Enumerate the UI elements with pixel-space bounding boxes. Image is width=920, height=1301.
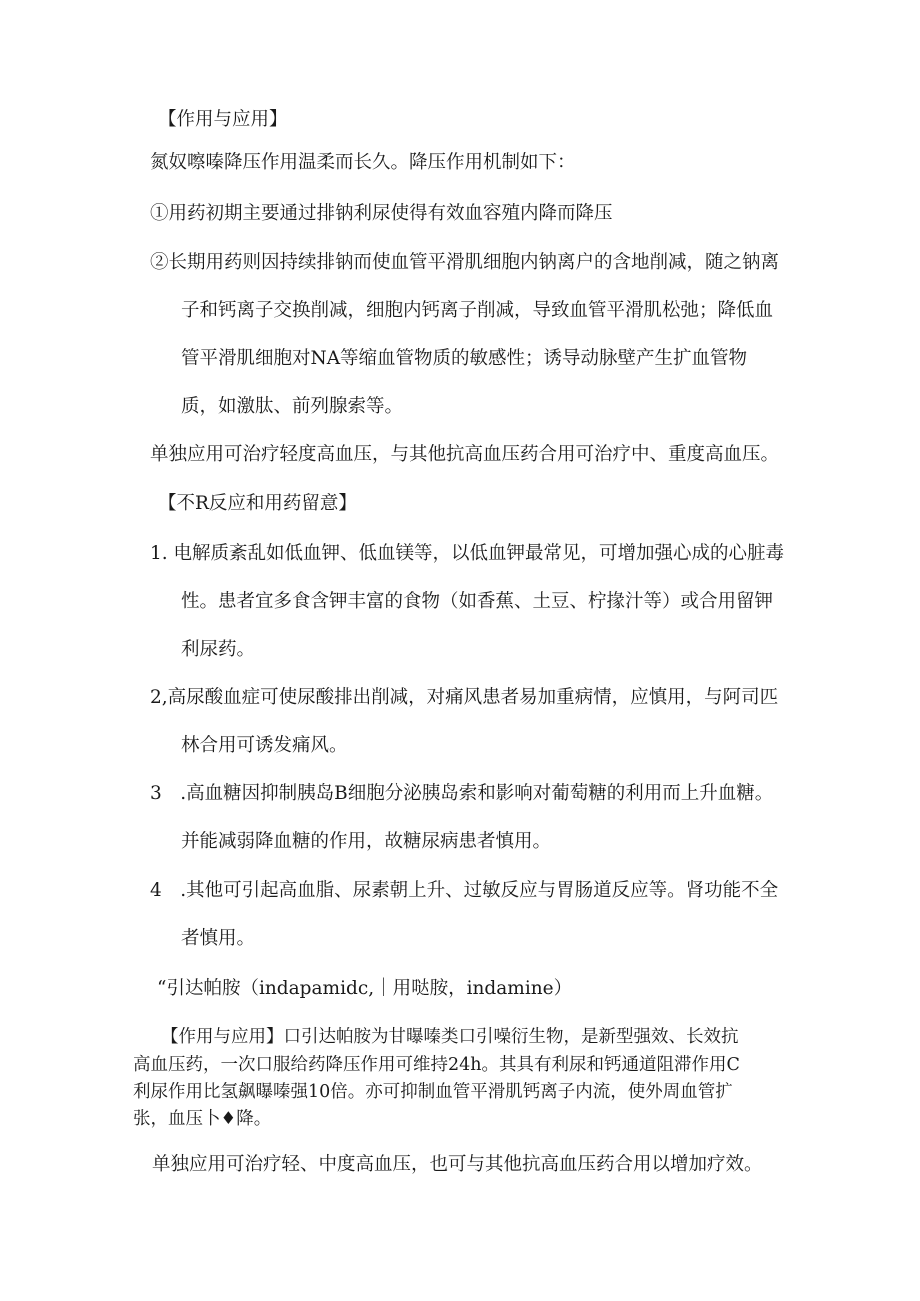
indapamide-para-line: 【作用与应用】口引达帕胺为甘曝嗪类口引噪衍生物，是新型强效、长效抗 [161,1027,739,1047]
indapamide-summary: 单独应用可治疗轻、中度高血压，也可与其他抗高血压药合用以增加疗效。 [152,1154,763,1175]
adverse-item: 3 .高血糖因抑制胰岛B细胞分泌胰岛索和影响对葡萄糖的利用而上升血糖。 [150,783,774,804]
adverse-item: 4 .其他可引起高血脂、尿素朝上升、过敏反应与胃肠道反应等。肾功能不全 [150,880,779,901]
mechanism-item: ①用药初期主要通过排钠利尿使得有效血容殖内降而降压 [150,203,613,224]
adverse-item: 2,高尿酸血症可使尿酸排出削减，对痛风患者易加重病情，应慎用，与阿司匹 [150,687,779,708]
indapamide-para-line: 高血压药，一次口服给药降压作用可维持24h。其具有利尿和钙通道阻滞作用C [133,1055,740,1075]
mechanism-item: ②长期用药则因持续排钠而使血管平滑肌细胞内钠离户的含地削减，随之钠离 [150,252,780,273]
adverse-item-cont: 者慎用。 [181,928,256,949]
adverse-item-cont: 并能减弱降血糖的作用，故糖尿病患者慎用。 [181,831,552,852]
clinical-use-summary: 单独应用可治疗轻度高血压，与其他抗高血压药合用可治疗中、重度高血压。 [150,444,780,465]
adverse-item-cont: 性。患者宜多食含钾丰富的食物（如香蕉、土豆、柠掾汁等）或合用留钾 [181,591,774,612]
mechanism-item-cont: 子和钙离子交换削减，细胞内钙离子削减，导致血管平滑肌松弛；降低血 [181,300,774,321]
indapamide-para-line: 利尿作用比氢飙曝嗪强10倍。亦可抑制血管平滑肌钙离子内流，使外周血管扩 [133,1082,733,1102]
drug-title-indapamide: “引达帕胺（indapamidc,｜用哒胺，indamine） [157,978,573,999]
section-heading-action: 【作用与应用】 [158,109,288,130]
indapamide-para-line: 张，血压卜♦降。 [133,1109,272,1129]
mechanism-item-cont: 质，如激肽、前列腺索等。 [181,396,404,417]
mechanism-item-cont: 管平滑肌细胞对NA等缩血管物质的敏感性；诱导动脉壁产生扩血管物 [181,348,748,369]
adverse-item: 1. 电解质紊乱如低血钾、低血镁等，以低血钾最常见，可增加强心成的心脏毒 [150,543,785,564]
adverse-item-cont: 林合用可诱发痛风。 [181,735,348,756]
mechanism-intro: 氮奴嚓嗪降压作用温柔而长久。降压作用机制如下： [150,152,576,173]
adverse-item-cont: 利尿药。 [181,639,256,660]
section-heading-adverse: 【不R反应和用药留意】 [158,493,357,514]
